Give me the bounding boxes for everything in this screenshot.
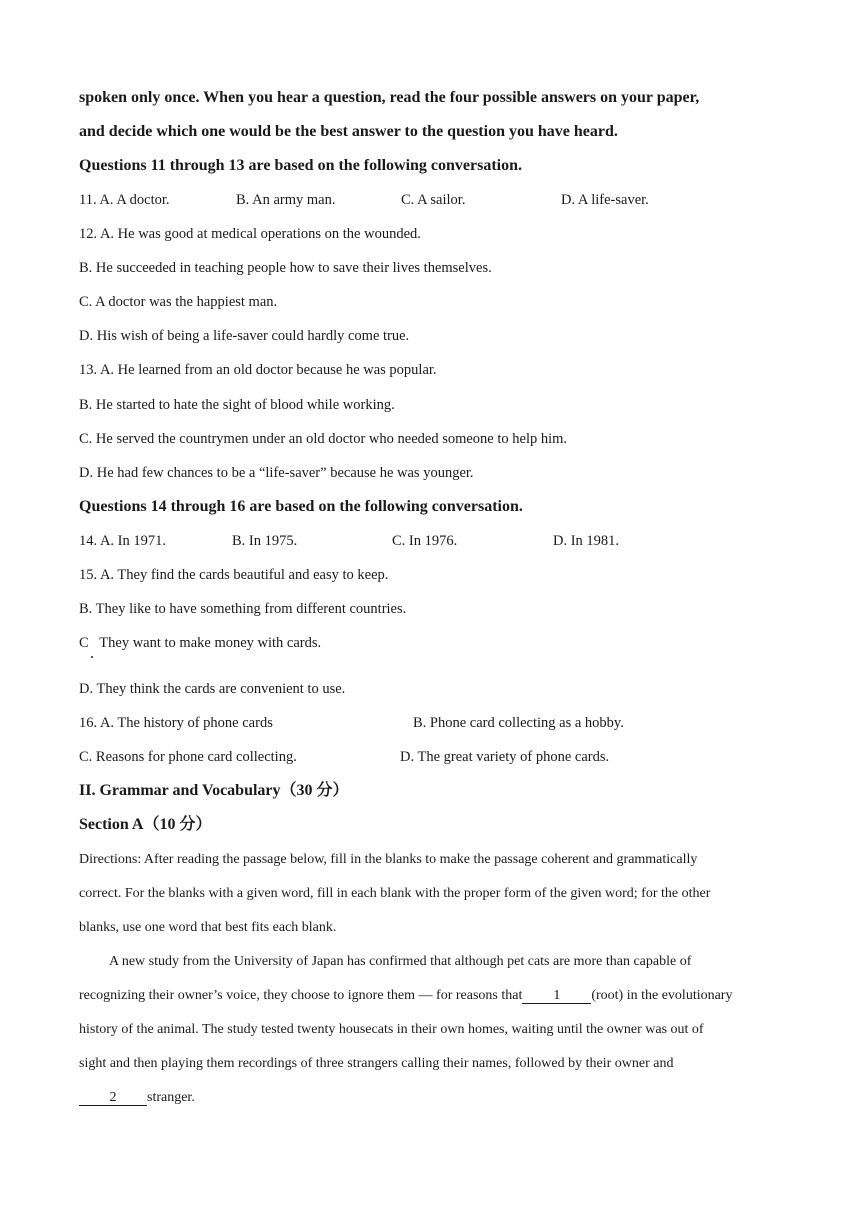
q14-option-c: C. In 1976. (392, 533, 458, 549)
group-2-heading: Questions 14 through 16 are based on the following conversation. (79, 498, 523, 515)
q14-option-d: D. In 1981. (553, 533, 620, 549)
group-1-heading: Questions 11 through 13 are based on the following conversation. (79, 157, 523, 174)
q14-option-b: B. In 1975. (232, 533, 298, 549)
q15-option-b: B. They like to have something from different countries. (79, 601, 407, 617)
passage-line-2-tail: (root) in the evolutionary (591, 988, 733, 1003)
q16-option-c: C. Reasons for phone card collecting. (79, 749, 297, 765)
intro-line-2: and decide which one would be the best answer to the question you have heard. (79, 123, 618, 140)
q12-option-a: 12. A. He was good at medical operations on the wounded. (79, 226, 421, 242)
section-a-heading: Section A（10 分） (79, 816, 212, 833)
intro-line-1: spoken only once. When you hear a question, read the four possible answers on your paper, (79, 89, 700, 106)
q15-option-d: D. They think the cards are convenient to use. (79, 681, 346, 697)
blank-1[interactable]: 1 (522, 989, 591, 1004)
directions-line-1: Directions: After reading the passage below, fill in the blanks to make the passage coherent and grammatically (79, 852, 698, 867)
q12-option-d: D. His wish of being a life-saver could hardly come true. (79, 328, 410, 344)
q14-option-a: 14. A. In 1971. (79, 533, 166, 549)
section-2-heading: II. Grammar and Vocabulary（30 分） (79, 782, 349, 799)
q13-option-b: B. He started to hate the sight of blood while working. (79, 397, 395, 413)
passage-line-2 (79, 987, 732, 1005)
q12-option-b: B. He succeeded in teaching people how to save their lives themselves. (79, 260, 492, 276)
passage-line-5-tail: stranger. (147, 1090, 195, 1105)
directions-line-2: correct. For the blanks with a given word, fill in each blank with the proper form of the given word; for the other (79, 886, 711, 901)
blank-2[interactable]: 2 (79, 1091, 147, 1106)
passage-line-5 (79, 1089, 195, 1107)
q16-option-a: 16. A. The history of phone cards (79, 715, 273, 731)
q16-option-b: B. Phone card collecting as a hobby. (413, 715, 624, 731)
q11-option-c: C. A sailor. (401, 192, 466, 208)
q11-option-b: B. An army man. (236, 192, 336, 208)
directions-line-3: blanks, use one word that best fits each blank. (79, 920, 337, 935)
q13-option-c: C. He served the countrymen under an old doctor who needed someone to help him. (79, 431, 568, 447)
passage-line-4: sight and then playing them recordings of three strangers calling their names, followed by their owner and (79, 1056, 674, 1071)
passage-line-2-text: recognizing their owner’s voice, they choose to ignore them — for reasons that (79, 988, 523, 1003)
passage-line-1: A new study from the University of Japan has confirmed that although pet cats are more than capable of (109, 954, 692, 969)
q15-option-a: 15. A. They find the cards beautiful and easy to keep. (79, 567, 389, 583)
q13-option-d: D. He had few chances to be a “life-saver” because he was younger. (79, 465, 474, 481)
q16-option-d: D. The great variety of phone cards. (400, 749, 610, 765)
q12-option-c: C. A doctor was the happiest man. (79, 294, 278, 310)
stray-dot-mark (91, 656, 93, 658)
q11-option-a: 11. A. A doctor. (79, 192, 170, 208)
q15-option-c: C They want to make money with cards. (79, 635, 322, 651)
passage-line-3: history of the animal. The study tested twenty housecats in their own homes, waiting until the owner was out of (79, 1022, 704, 1037)
q13-option-a: 13. A. He learned from an old doctor because he was popular. (79, 362, 437, 378)
q11-option-d: D. A life-saver. (561, 192, 649, 208)
